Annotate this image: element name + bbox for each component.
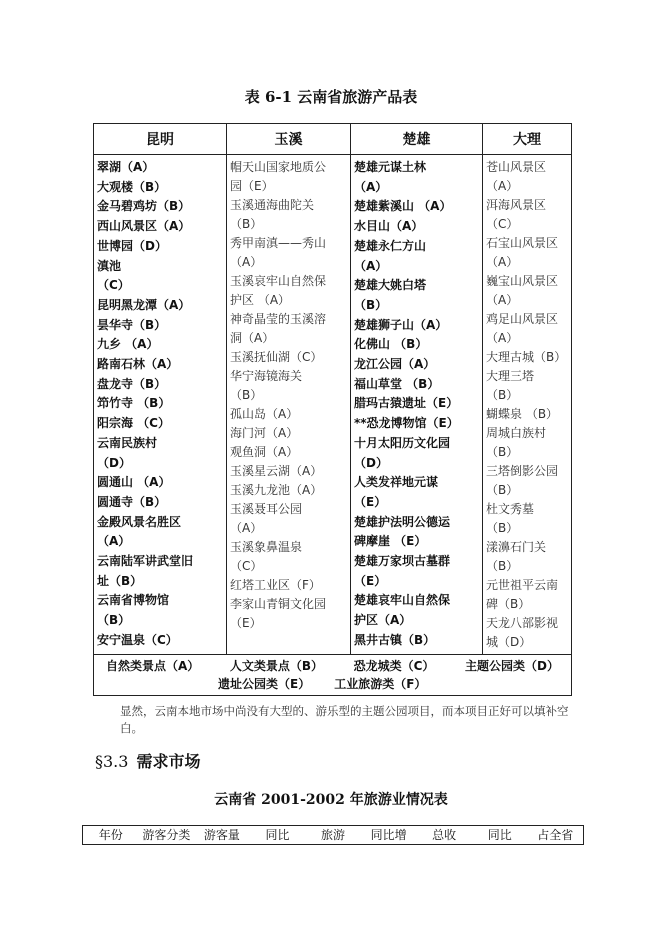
chuxiong-item: 护区（A） [354,613,412,628]
dali-item: （B） [486,559,519,573]
yuxi-item: 红塔工业区（F） [230,578,321,592]
kunming-item: 址（B） [97,573,143,588]
chuxiong-item: （A） [354,179,388,194]
yuxi-item: 护区 （A） [230,293,291,307]
kunming-item: 盘龙寺（B） [97,376,167,391]
yuxi-item: 玉溪哀牢山自然保 [230,274,327,288]
yuxi-item: （B） [230,217,263,231]
dali-item: 洱海风景区 [486,198,547,212]
dali-item: 蝴蝶泉 （B） [486,407,559,421]
dali-item: （B） [486,388,519,402]
header-dali: 大理 [483,124,572,155]
kunming-item: 西山风景区（A） [97,219,191,234]
table2-header: 年份 [98,828,123,842]
kunming-item: 云南省博物馆 [97,593,170,608]
dali-item: 杜文秀墓 [486,502,535,516]
table2-header: 游客分类 [142,828,191,842]
chuxiong-item: 楚雄永仁方山 [354,238,427,253]
dali-item: 大理三塔 [486,369,535,383]
table2-header: 占全省 [537,828,574,842]
kunming-item: 昙华寺（B） [97,317,167,332]
chuxiong-item: 楚雄万家坝古墓群 [354,554,451,569]
yuxi-item: 观鱼洞（A） [230,445,299,459]
kunming-item: （D） [97,455,131,470]
kunming-item: 大观楼（B） [97,179,167,194]
table2-header: 旅游 [321,828,346,842]
kunming-item: 阳宗海 （C） [97,416,170,431]
chuxiong-item: 楚雄元谋土林 [354,160,427,174]
chuxiong-item: 腊玛古猿遗址（E） [354,396,459,411]
kunming-item: 翠湖（A） [97,160,155,174]
chuxiong-item: （A） [354,258,388,273]
dali-item: 周城白族村 [486,426,547,440]
dali-item: 碑（B） [486,597,531,611]
dali-item: 大理古城（B） [486,350,567,364]
chuxiong-item: （E） [354,573,387,588]
note-text: 显然，云南本地市场中尚没有大型的、游乐型的主题公园项目，而本项目正好可以填补空白。 [120,704,569,735]
chuxiong-item: 碑摩崖 （E） [354,534,427,549]
legend-ruins-park: 遗址公园类（E） [218,677,311,691]
table2-header-row [82,825,584,845]
dali-column [483,155,571,654]
chuxiong-item: 楚雄哀牢山自然保 [354,593,451,608]
header-kunming: 昆明 [94,124,227,155]
dali-item: 天龙八部影视 [486,616,559,630]
kunming-item: 笻竹寺 （B） [97,396,171,411]
dali-item: 巍宝山风景区 [486,274,559,288]
yuxi-item: 海门河（A） [230,426,299,440]
table2-header: 同比增 [370,828,407,842]
yuxi-item: 玉溪抚仙湖（C） [230,350,323,364]
table2-header: 同比 [487,828,512,842]
section-heading [95,749,200,772]
kunming-item: 云南民族村 [97,435,158,450]
yuxi-item: 玉溪通海曲陀关 [230,198,315,212]
section-title: 需求市场 [136,752,201,771]
chuxiong-item: 黑井古镇（B） [354,632,436,647]
header-chuxiong: 楚雄 [351,124,483,155]
kunming-item: 昆明黑龙潭（A） [97,297,191,312]
kunming-item: 滇池 [97,258,122,273]
chuxiong-item: 十月太阳历文化园 [354,435,451,450]
section-number: §3.3 [95,752,129,771]
kunming-item: 世博园（D） [97,238,167,253]
chuxiong-item: 龙江公园（A） [354,357,436,372]
dali-item: 苍山风景区 [486,160,547,174]
dali-item: 石宝山风景区 [486,236,559,250]
yuxi-item: 华宁海镜海关 [230,369,303,383]
chuxiong-item: （E） [354,494,387,509]
kunming-item: 九乡 （A） [97,337,159,352]
kunming-item: 路南石林（A） [97,357,179,372]
chuxiong-item: 化佛山 （B） [354,337,428,352]
yuxi-item: 园（E） [230,179,274,193]
legend-dinosaur: 恐龙城类（C） [353,659,435,673]
chuxiong-item: 人类发祥地元谋 [354,475,439,490]
table2-header: 同比 [265,828,290,842]
yuxi-column [227,155,350,635]
legend [94,655,571,695]
dali-item: （A） [486,255,519,269]
yuxi-item: （A） [230,255,263,269]
legend-theme-park: 主题公园类（D） [465,659,559,673]
yuxi-item: （A） [230,521,263,535]
chuxiong-item: 楚雄护法明公德运 [354,514,451,529]
table2-title: 云南省 2001-2002 年旅游业情况表 [214,792,448,808]
yuxi-item: 玉溪星云湖（A） [230,464,323,478]
kunming-item: （C） [97,278,130,293]
dali-item: （A） [486,331,519,345]
yuxi-item: 孤山岛（A） [230,407,299,421]
chuxiong-item: （B） [354,297,388,312]
dali-item: 元世祖平云南 [486,578,559,592]
chuxiong-item: 福山草堂 （B） [354,376,440,391]
kunming-item: 安宁温泉（C） [97,632,178,647]
chuxiong-item: 水目山（A） [354,219,424,234]
legend-cultural: 人文类景点（B） [229,659,324,673]
kunming-item: 圆通寺（B） [97,494,167,509]
yuxi-item: 玉溪九龙池（A） [230,483,323,497]
chuxiong-item: 楚雄大姚白塔 [354,278,427,293]
dali-item: 城（D） [486,635,532,649]
dali-item: （B） [486,445,519,459]
chuxiong-item: 楚雄狮子山（A） [354,317,448,332]
table2-header: 游客量 [203,828,240,842]
yuxi-item: （E） [230,616,262,630]
kunming-item: （B） [97,613,131,628]
dali-item: （B） [486,521,519,535]
dali-item: 漾濞石门关 [486,540,547,554]
dali-item: （A） [486,179,519,193]
yuxi-item: 帽天山国家地质公 [230,160,327,174]
dali-item: （A） [486,293,519,307]
table1-legend-row [94,655,572,696]
yuxi-item: （B） [230,388,263,402]
tourism-product-table [93,123,572,696]
dali-item: 三塔倒影公园 [486,464,559,478]
kunming-column [94,155,226,653]
table1-header-row [94,124,572,155]
yuxi-item: 秀甲南滇——秀山 [230,236,327,250]
yuxi-item: 神奇晶莹的玉溪溶 [230,312,327,326]
yuxi-item: 玉溪聂耳公园 [230,502,303,516]
dali-item: （B） [486,483,519,497]
table1-body-row [94,155,572,655]
chuxiong-item: （D） [354,455,388,470]
yuxi-item: 洞（A） [230,331,275,345]
chuxiong-column [351,155,482,653]
yuxi-item: （C） [230,559,263,573]
kunming-item: 金殿风景名胜区 [97,514,182,529]
yuxi-item: 李家山青铜文化园 [230,597,327,611]
chuxiong-item: **恐龙博物馆（E） [354,416,459,431]
legend-natural: 自然类景点（A） [106,659,200,673]
dali-item: （C） [486,217,519,231]
chuxiong-item: 楚雄紫溪山 （A） [354,199,452,214]
yuxi-item: 玉溪象鼻温泉 [230,540,303,554]
table1-title: 表 6-1 云南省旅游产品表 [244,88,418,106]
table2-header: 总收 [432,828,457,842]
kunming-item: 金马碧鸡坊（B） [97,199,191,214]
kunming-item: 云南陆军讲武堂旧 [97,554,194,569]
header-yuxi: 玉溪 [227,124,351,155]
legend-industrial: 工业旅游类（F） [334,677,427,691]
kunming-item: （A） [97,534,131,549]
kunming-item: 圆通山 （A） [97,475,171,490]
dali-item: 鸡足山风景区 [486,312,559,326]
